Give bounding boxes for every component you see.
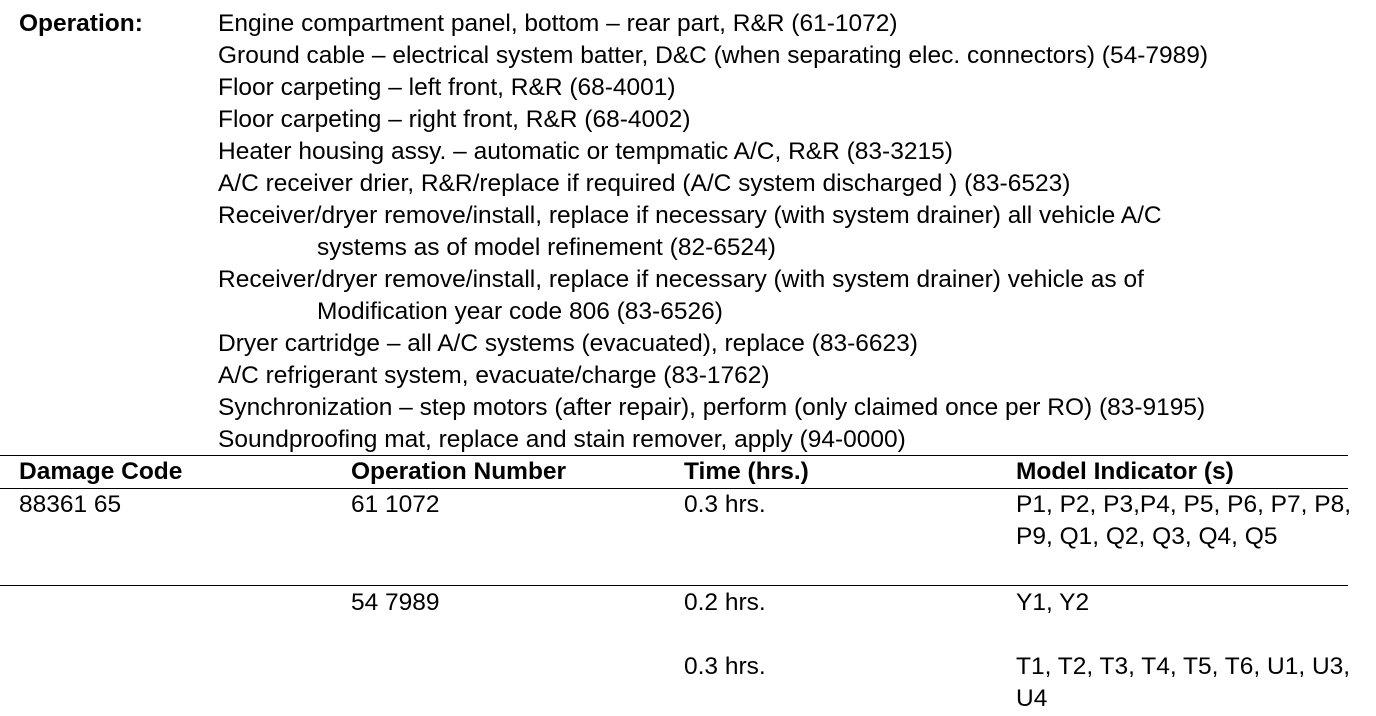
time-cell: 0.2 hrs. — [684, 589, 766, 616]
time-cell: 0.3 hrs. — [684, 491, 766, 518]
model-indicator-cell: T1, T2, T3, T4, T5, T6, U1, U3, U4 — [1016, 653, 1351, 712]
operation-line: A/C receiver drier, R&R/replace if required (A/C system discharged ) (83-6523) — [218, 170, 1071, 197]
header-time: Time (hrs.) — [684, 458, 809, 485]
model-indicator-cell: P1, P2, P3,P4, P5, P6, P7, P8, P9, Q1, Q2, Q3, Q4, Q5 — [1016, 491, 1352, 550]
operation-line-continuation: systems as of model refinement (82-6524) — [317, 234, 776, 261]
row-divider-rule — [0, 585, 1348, 586]
header-model-indicator: Model Indicator (s) — [1016, 458, 1234, 485]
operation-line-continuation: Modification year code 806 (83-6526) — [317, 298, 723, 325]
damage-code-cell: 88361 65 — [19, 491, 122, 518]
operation-line: Engine compartment panel, bottom – rear part, R&R (61-1072) — [218, 10, 898, 37]
model-indicator-cell: Y1, Y2 — [1016, 589, 1090, 616]
operation-line: Floor carpeting – right front, R&R (68-4002) — [218, 106, 691, 133]
operation-line: Synchronization – step motors (after repair), perform (only claimed once per RO) (83-9195) — [218, 394, 1206, 421]
operation-line: Dryer cartridge – all A/C systems (evacuated), replace (83-6623) — [218, 330, 918, 357]
operation-line: Heater housing assy. – automatic or tempmatic A/C, R&R (83-3215) — [218, 138, 953, 165]
operation-line: Receiver/dryer remove/install, replace if necessary (with system drainer) all vehicle A/C — [218, 202, 1162, 229]
header-damage-code: Damage Code — [19, 458, 183, 485]
operation-line: Floor carpeting – left front, R&R (68-4001) — [218, 74, 676, 101]
operation-line: Ground cable – electrical system batter, D&C (when separating elec. connectors) (54-7989) — [218, 42, 1209, 69]
operation-list — [218, 8, 1368, 456]
operation-label: Operation: — [19, 10, 143, 37]
operation-line: Receiver/dryer remove/install, replace if necessary (with system drainer) vehicle as of — [218, 266, 1144, 293]
operation-number-cell: 54 7989 — [351, 589, 440, 616]
operation-line: Soundproofing mat, replace and stain remover, apply (94-0000) — [218, 426, 906, 453]
time-cell: 0.3 hrs. — [684, 653, 766, 680]
operation-number-cell: 61 1072 — [351, 491, 440, 518]
operation-line: A/C refrigerant system, evacuate/charge (83-1762) — [218, 362, 770, 389]
header-operation-number: Operation Number — [351, 458, 567, 485]
